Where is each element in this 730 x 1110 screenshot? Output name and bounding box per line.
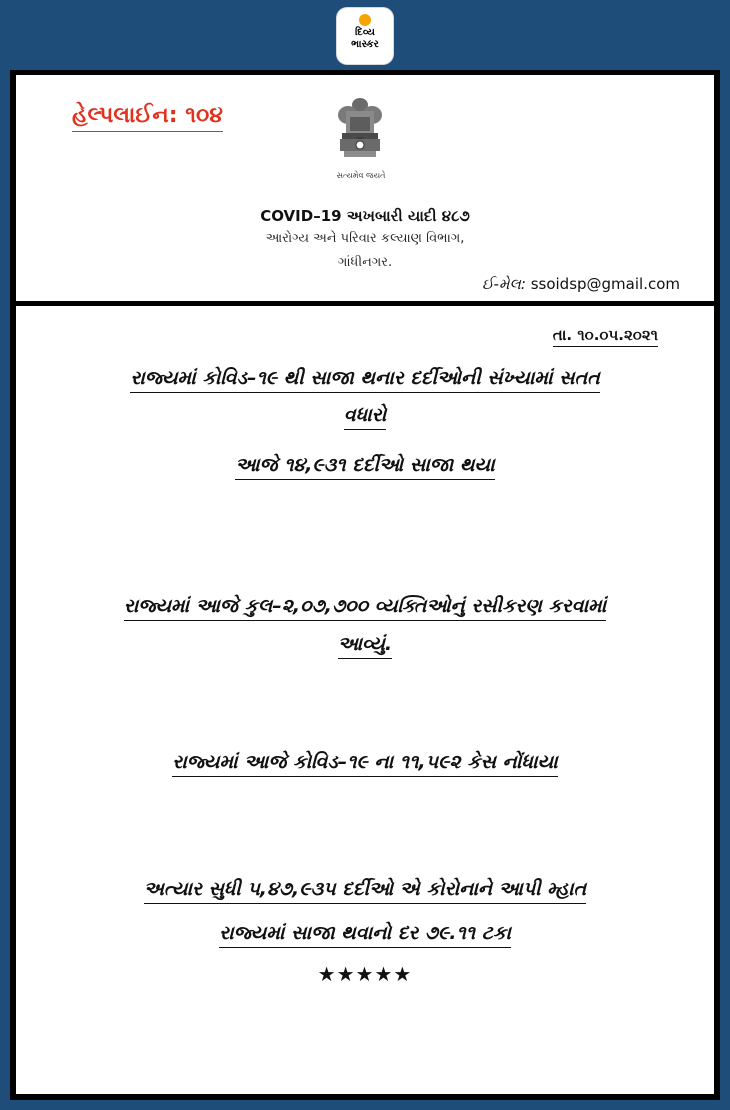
headline-recovery-rate xyxy=(16,916,714,950)
contact-email xyxy=(482,275,680,293)
helpline-number: હેલ્પલાઈન: ૧૦૪ xyxy=(72,103,223,132)
city-name: ગાંધીનગર. xyxy=(337,255,393,270)
headline-total-recovered-text: અત્યાર સુધી ૫,૪૭,૯૩૫ દર્દીઓ એ કોરોનાને આપી મ્હાત xyxy=(144,878,586,904)
logo-text-line2: ભાસ્કર xyxy=(351,39,379,50)
headline-recovery-rate-text: રાજ્યમાં સાજા થવાનો દર ૭૯.૧૧ ટકા xyxy=(219,922,511,948)
headline-vaccination-text2: આવ્યું. xyxy=(338,633,392,659)
press-release-body xyxy=(16,306,714,1094)
end-stars: ★★★★★ xyxy=(317,962,413,986)
headline-recoveries-text2: વધારો xyxy=(344,404,386,430)
headline-vaccination-text1: રાજ્યમાં આજે કુલ–૨,૦૭,૭૦૦ વ્યક્તિઓનું રસીકરણ કરવામાં xyxy=(124,595,606,621)
emblem-motto: સત્યમેવ જયતે xyxy=(336,171,386,180)
headline-recovered-today xyxy=(16,448,714,482)
headline-recoveries-line2 xyxy=(16,398,714,432)
headline-vaccination-line2 xyxy=(16,627,714,661)
press-release-header xyxy=(16,75,714,301)
headline-total-recovered xyxy=(16,872,714,906)
headline-new-cases xyxy=(16,745,714,779)
headline-recoveries-text1: રાજ્યમાં કોવિડ–૧૯ થી સાજા થનાર દર્દીઓની સંખ્યામાં સતત xyxy=(130,367,599,393)
divya-bhaskar-logo xyxy=(337,8,393,64)
logo-text-line1: દિવ્ય xyxy=(355,27,375,38)
headline-vaccination-line1 xyxy=(16,589,714,623)
email-label: ઈ-મેલ: xyxy=(481,275,526,293)
department-name: આરોગ્ય અને પરિવાર કલ્યાણ વિભાગ, xyxy=(265,231,465,246)
press-release-document xyxy=(10,70,720,1100)
ashoka-emblem-icon xyxy=(334,95,386,173)
release-date: તા. ૧૦.૦૫.૨૦૨૧ xyxy=(553,326,658,347)
headline-new-cases-text: રાજ્યમાં આજે કોવિડ–૧૯ ના ૧૧,૫૯૨ કેસ નોંધાયા xyxy=(172,751,557,777)
headline-recoveries-line1 xyxy=(16,361,714,395)
headline-recovered-today-text: આજે ૧૪,૯૩૧ દર્દીઓ સાજા થયા xyxy=(235,454,494,480)
email-address: ssoidsp@gmail.com xyxy=(530,275,680,293)
divya-bhaskar-logo-icon xyxy=(359,14,371,26)
press-release-title: COVID–19 અખબારી યાદી ૪૮૭ xyxy=(260,207,470,225)
